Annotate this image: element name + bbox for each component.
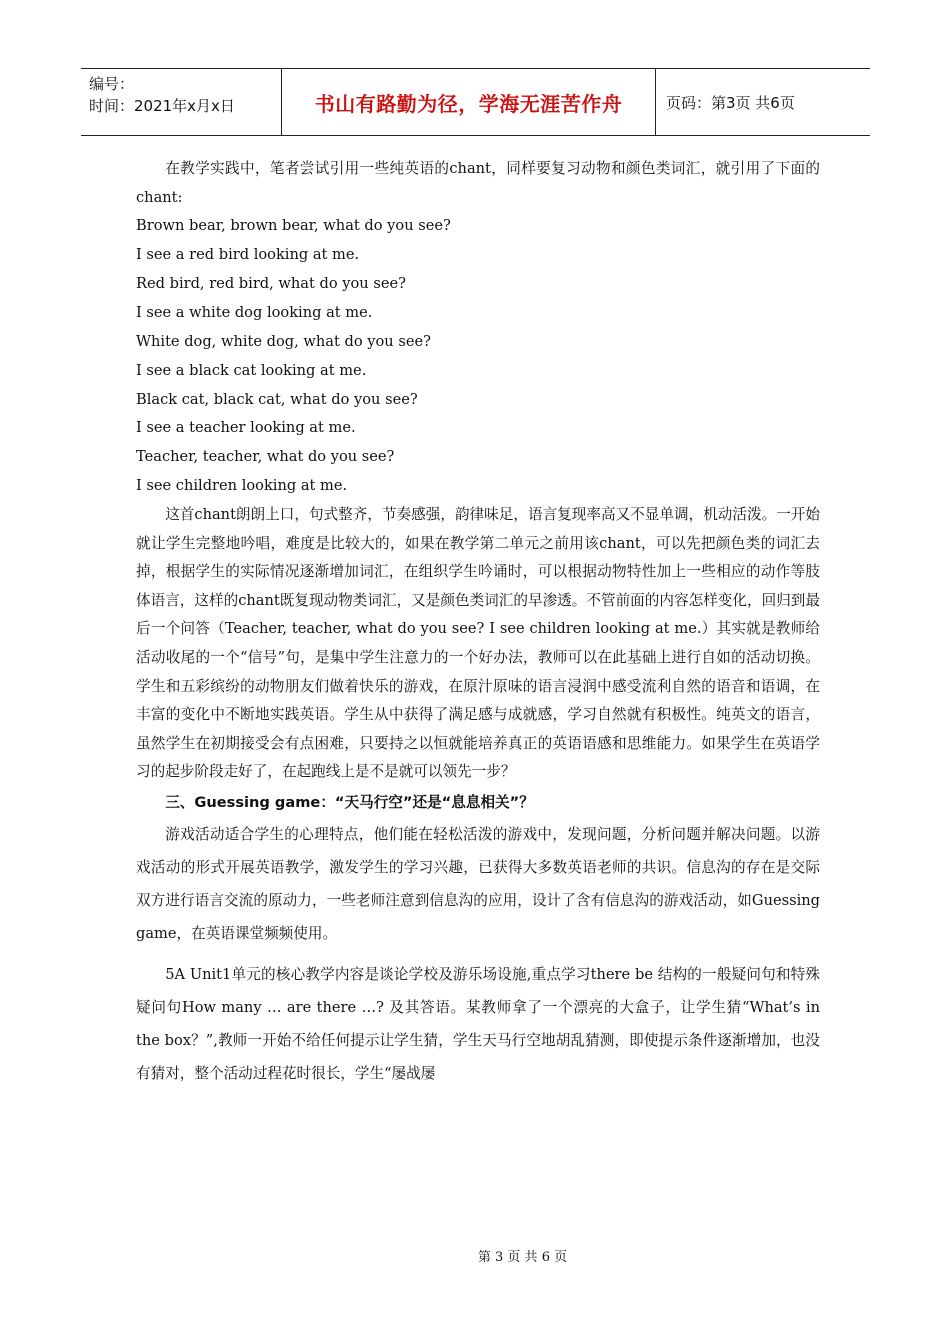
- header-meta: [81, 69, 282, 135]
- chant-line: Teacher, teacher, what do you see?: [136, 448, 395, 466]
- chant-line: I see a white dog looking at me.: [136, 303, 373, 321]
- chant-line: I see children looking at me.: [136, 477, 348, 495]
- document-body: [136, 155, 820, 1090]
- unit-paragraph: 5A Unit1单元的核心教学内容是谈论学校及游乐场设施,重点学习there be 结构的一般疑问句和特殊疑问句How many … are there …? 及其答语。某教师拿了一个漂亮的大盒子，让学生猜“What’s in the box？”,教师一开始不给任何提示让学生猜，学生天马行空地胡乱猜测，即使提示条件逐渐增加，也没有猜对，整个活动过程花时很长，学生“屡战屡: [136, 966, 820, 1083]
- paragraph-gap: [136, 950, 820, 958]
- header-motto: 书山有路勤为径，学海无涯苦作舟: [282, 69, 656, 135]
- chant-block: [136, 212, 820, 501]
- chant-line: Red bird, red bird, what do you see?: [136, 274, 406, 292]
- intro-paragraph: 在教学实践中，笔者尝试引用一些纯英语的chant，同样要复习动物和颜色类词汇，就引用了下面的chant:: [136, 160, 820, 206]
- page-header: [81, 68, 870, 136]
- page-footer: 第 3 页 共 6 页: [477, 1250, 568, 1265]
- chant-line: I see a teacher looking at me.: [136, 419, 356, 437]
- chant-line: I see a black cat looking at me.: [136, 361, 367, 379]
- chant-line: Black cat, black cat, what do you see?: [136, 390, 418, 408]
- chant-line: White dog, white dog, what do you see?: [136, 332, 431, 350]
- document-number-label: 编号：: [89, 75, 135, 93]
- chant-line: I see a red bird looking at me.: [136, 246, 360, 264]
- analysis-paragraph: 这首chant朗朗上口，句式整齐，节奏感强，韵律味足，语言复现率高又不显单调，机动活泼。一开始就让学生完整地吟唱，难度是比较大的，如果在教学第二单元之前用该chant，可以先把颜色类的词汇去掉，根据学生的实际情况逐渐增加词汇，在组织学生吟诵时，可以根据动物特性加上一些相应的动作等肢体语言，这样的chant既复现动物类词汇，又是颜色类词汇的早渗透。不管前面的内容怎样变化，回归到最后一个问答（Teacher, teacher, what do you see? I see children looking at me.）其实就是教师给活动收尾的一个“信号”句，是集中学生注意力的一个好办法，教师可以在此基础上进行自如的活动切换。学生和五彩缤纷的动物朋友们做着快乐的游戏，在原汁原味的语言浸润中感受流利自然的语音和语调，在丰富的变化中不断地实践英语。学生从中获得了满足感与成就感，学习自然就有积极性。纯英文的语言，虽然学生在初期接受会有点困难，只要持之以恒就能培养真正的英语语感和思维能力。如果学生在英语学习的起步阶段走好了，在起跑线上是不是就可以领先一步？: [136, 506, 820, 781]
- header-page-label: 页码：第3页 共6页: [666, 93, 795, 112]
- chant-line: Brown bear, brown bear, what do you see?: [136, 217, 451, 235]
- section-heading: 三、Guessing game：“天马行空”还是“息息相关”？: [165, 794, 534, 812]
- game-paragraph: 游戏活动适合学生的心理特点，他们能在轻松活泼的游戏中，发现问题，分析问题并解决问题。以游戏活动的形式开展英语教学，激发学生的学习兴趣，已获得大多数英语老师的共识。信息沟的存在是交际双方进行语言交流的原动力，一些老师注意到信息沟的应用，设计了含有信息沟的游戏活动，如Guessing game，在英语课堂频频使用。: [136, 826, 820, 943]
- document-time-label: 时间：2021年x月x日: [89, 97, 235, 115]
